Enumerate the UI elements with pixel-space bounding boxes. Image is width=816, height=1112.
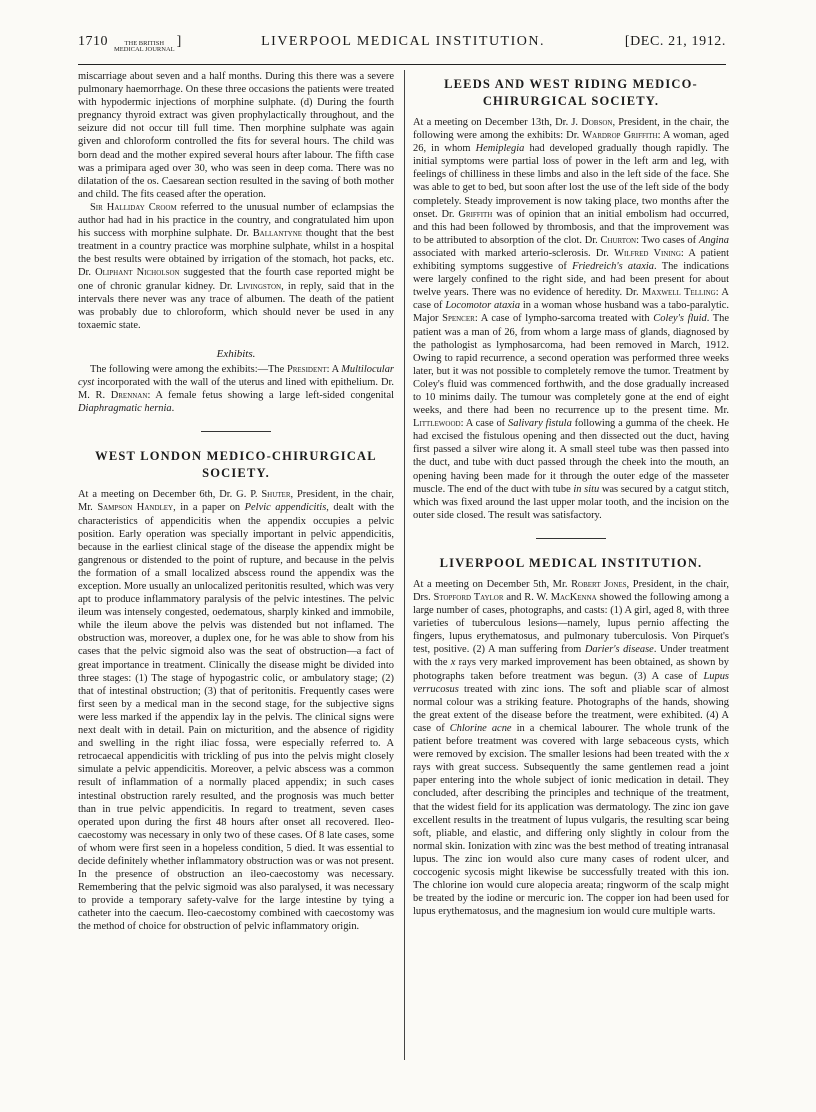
text-run: in a woman whose husband was a tabo-paralytic. Major <box>413 300 729 325</box>
text-run: suggested that the fourth case reported might be one of chronic granular kidney. Dr. <box>78 267 394 292</box>
text-run: , dealt with the characteristics of appendicitis when the appendix occupies a pelvic position. Early operation was specially important in pelvic appendicitis, because in the earliest clinical stage of the disease the appendix might be gangrenous or distended to the point of rupture, and because in the pelvis the formation of a small localized abscess round the appendix was the exception. More usually an unlocalized peritonitis resulted, which was very apt to produce inflammatory paralysis of the pelvic intestines. The pelvic ileum was intensely congested, oedematous, sharply kinked and immobile, while the ileum above the pelvis was distended but not inflamed. The obstruction was, moreover, a duplex one, for he was able to show from his cases that the pelvic sigmoid also was the seat of obstruction—a fact of great importance in treatment. Clinically the disease might be divided into three stages: (1) The stage of hypogastric colic, or ambulatory stage; (2) that of intestinal obstruction; (3) that of peritonitis. Frequently cases were first seen by a medical man in the second stage, for the subjective signs were less marked if the appendix lay in the pelvis. The clinical signs were next dealt with in detail. Pain on micturition, and the absence of rigidity and swelling in the right iliac fossa, were especially referred to. A retrocaecal appendicitis with trickling of pus into the pelvis might closely simulate a pelvic appendicitis. Moreover, a pelvic abscess was a common result of inflammation of a normally placed appendix; in such cases intestinal obstruction rarely resulted, and the prognosis was much better than in true pelvic appendicitis. In regard to treatment, seven cases operated upon during the first 48 hours after onset all recovered. Ileo-caecostomy was necessary in only two of these cases. Of 8 late cases, some of whom were first seen in a hopeless condition, 5 died. It was essential to decide definitely whether inflammatory obstruction was or was not present. In the presence of obstruction an ileo-caecostomy was necessary. Remembering that the pelvic sigmoid was also paralysed, it was necessary to provide a temporary safety-valve for the large intestine by tying a catheter into the caecum. Ileo-caecostomy combined with caecostomy was the method of choice for obstruction of pelvic inflammatory origin. <box>78 502 394 933</box>
section-heading-west-london: WEST LONDON MEDICO-CHIRURGICAL SOCIETY. <box>95 449 377 481</box>
italic-term: Angina <box>698 234 729 246</box>
text-run: . The patient was a man of 26, from whom a large mass of glands, diagnosed by the pathologist as lymphosarcoma, had been removed in March, 1912. Owing to rapid recurrence, a second operation was performed three weeks later, but it was not possible to completely remove the tumor. Treatment by Coley's fluid was commenced forthwith, and the dose gradually increased to 10 minims daily. The tumour was completely gone at the end of eight weeks, and there had been no recurrence up to the present time. Mr. <box>413 313 729 417</box>
text-run: was secured by a catgut stitch, which was fixed around the last upper molar tooth, and the incision on the outer side closed. The result was satisfactory. <box>413 483 729 521</box>
text-run: and <box>503 592 525 603</box>
text-run: : Two cases of <box>636 234 699 246</box>
text-run: referred to the unusual number of eclampsias the author had had in his practice in the country, and congratulated him upon his success with morphine sulphate. Dr. <box>78 201 394 240</box>
text-run: treated with zinc ions. The soft and pliable scar of almost normal colour was a striking feature. Photographs of the hands, showing the great extent of the disease before the treatment, were exhibited. (4) A case of <box>413 683 729 734</box>
italic-term: Friedreich's ataxia <box>572 261 654 273</box>
italic-term: Lupus verrucosus <box>413 670 729 695</box>
person-name: Ballantyne <box>252 228 303 240</box>
paragraph-pelvic-appendicitis <box>78 488 394 933</box>
text-run: thought that the best treatment in a country practice was morphine sulphate, whilst in a hospital the best results were obtained by irrigation of the stomach, hot packs, etc. Dr. <box>78 228 394 279</box>
left-column <box>78 70 394 1070</box>
page-number: 1710 <box>78 34 108 49</box>
text-run: had developed gradually though rapidly. The initial symptoms were partial loss of power in the left arm and leg, with feelings of chilliness in these limbs and also in the left side of the face. She was able to get to bed, but soon after lost the use of the left side of the body completely. Steady improvement is now taking place, two months after the onset. Dr. <box>413 143 729 220</box>
person-name: Maxwell Telling <box>641 287 716 299</box>
person-name: Oliphant Nicholson <box>95 267 180 279</box>
text-run: : A case of lympho-sarcoma treated with <box>474 313 654 325</box>
text-run: , President, in the chair, the following were among the exhibits: Dr. <box>413 117 729 142</box>
person-name: Churton <box>600 234 637 246</box>
person-name: Shuter <box>261 489 291 501</box>
journal-name-line2: MEDICAL JOURNAL <box>114 46 175 53</box>
italic-term: in situ <box>573 483 600 495</box>
section-heading-leeds: LEEDS AND WEST RIDING MEDICO-CHIRURGICAL SOCIETY. <box>444 77 698 108</box>
text-run: following a gumma of the cheek. He had excised the fistulous opening and then dissected out the duct, having first passed a silver wire along it. A small steel tube was then passed into the duct, and tube with duct passed through the cheek into the mouth, an opening having been made for it through the outer edge of the masseter muscle. The end of the duct with tube <box>413 418 729 495</box>
exhibits-heading: Exhibits. <box>216 347 256 360</box>
person-name: Griffith <box>458 208 493 220</box>
running-title: LIVERPOOL MEDICAL INSTITUTION. <box>261 34 545 49</box>
person-name: R. W. MacKenna <box>524 592 597 603</box>
text-run: : A female fetus showing a large left-sided congenital <box>147 390 394 402</box>
italic-term: Hemiplegia <box>475 143 525 155</box>
text-run: : A woman, aged 26, in whom <box>413 130 729 155</box>
text-run: showed the following among a large number of cases, photographs, and casts: (1) A girl, aged 8, with three varieties of tuberculous lesions—namely, lupus pernio affecting the fingers, lupus erythematosus, and pulmonary tuberculosis. Von Pirquet's test, positive. (2) A man suffering from <box>413 592 729 656</box>
italic-term: Pelvic appendicitis <box>244 502 327 514</box>
paragraph-opening: miscarriage about seven and a half months. During this there was a severe pulmonary haemorrhage. On these three occasions the patients were treated with hypodermic injections of morphine sulphate. (d) During the fourth pregnancy thyroid extract was given prophylactically throughout, and the seizure did not occur till full time. Then morphine sulphate was again given and chloroform controlled the fits for several hours. The child was born dead and the mother expired several hours after labour. The fifth case was a primipara aged over 30, who was seen in deep coma. There was no dilatation of the os. Caesarean section resulted in the saving of both mother and child. The fits ceased after the operation. <box>78 71 394 200</box>
paragraph-exhibits <box>78 363 394 415</box>
page-header <box>78 34 726 58</box>
paragraph-liverpool <box>413 578 729 918</box>
text-run: At a meeting on December 6th, Dr. G. P. <box>78 489 262 501</box>
text-run: : A patient exhibiting symptoms suggestive of <box>413 247 729 273</box>
text-run: : A <box>326 363 342 375</box>
person-name: Wardrop Griffith <box>582 130 658 142</box>
text-run: . The indications were largely confined to the right side, and had been present for about twelve years. There was no evidence of heredity. Dr. <box>413 261 729 299</box>
text-run: At a meeting on December 5th, Mr. <box>413 578 572 590</box>
text-run: : A case of <box>460 418 509 430</box>
person-name: Sampson Handley <box>97 502 174 514</box>
person-name: Livingston <box>236 280 282 292</box>
person-name: Wilfred Vining <box>614 247 681 259</box>
column-divider <box>404 70 405 1060</box>
italic-term: Salivary fistula <box>508 418 572 430</box>
journal-name-line1: THE BRITISH <box>124 40 165 47</box>
italic-term: Multilocular cyst <box>78 363 394 389</box>
text-run: , President, in the chair, Mr. <box>78 489 394 514</box>
italic-term: Coley's fluid <box>653 313 707 325</box>
person-name: Littlewood <box>413 418 461 430</box>
section-heading-liverpool: LIVERPOOL MEDICAL INSTITUTION. <box>439 555 703 570</box>
italic-term: Diaphragmatic hernia <box>78 403 172 415</box>
italic-term: x <box>724 749 729 761</box>
paragraph-discussion <box>78 201 394 332</box>
text-run: , in reply, said that in the intervals there never was any trace of albumen. The death of the patient was probably due to chloroform, which should never be used in any toxaemic state. <box>78 280 394 331</box>
right-column <box>413 70 729 1070</box>
journal-name <box>114 41 175 53</box>
text-run: rays with great success. Subsequently the same gentlemen read a joint paper entering into the whole subject of ionic medication in detail. They concluded, after describing the principles and technique of the treatment, that the widest field for its application was dermatology. The zinc ion gave excellent results in the treatment of lupus vulgaris, the resulting scar being soft, pliable, and elastic, and differing only slightly in colour from the normal skin. Ionization with zinc was the best method of treating intranasal lupus. The zinc ion would also cure many cases of rodent ulcer, and coccogenic sycosis might likewise be successfully treated with this ion. The chlorine ion would cure alopecia areata; ringworm of the scalp might be treated by the iodine or mercuric ion. The copper ion had been used for lupus erythematosus, and the magnesium ion would cure multiple warts. <box>413 762 729 918</box>
person-name: Dobson <box>581 117 613 128</box>
person-name: Robert Jones <box>571 578 627 590</box>
person-name: Drennan <box>110 390 148 402</box>
person-name: Spencer <box>442 313 475 325</box>
paragraph-leeds <box>413 116 729 522</box>
italic-term: x <box>450 657 456 669</box>
text-run: , in a paper on <box>173 502 245 514</box>
text-run: The following were among the exhibits:—The <box>90 363 287 375</box>
text-run: . Under treatment with the <box>413 644 729 669</box>
italic-term: Locomotor ataxia <box>445 300 521 312</box>
person-name: Stopford Taylor <box>433 592 504 603</box>
text-run: At a meeting on December 13th, Dr. J. <box>413 117 582 128</box>
text-run: associated with marked arterio-sclerosis. Dr. <box>413 247 615 259</box>
text-run: in a chemical labourer. The whole trunk of the patient before treatment was covered with large sebaceous cysts, which were removed by excision. The smaller lesions had been treated with the <box>413 722 729 761</box>
text-run: was of opinion that an initial embolism had occurred, and this had been followed by thrombosis, and that the improvement was to be attributed to absorption of the clot. Dr. <box>413 208 729 246</box>
text-run: . <box>171 403 175 415</box>
issue-date: [DEC. 21, 1912. <box>624 34 726 49</box>
text-run: : A case of <box>413 287 729 312</box>
italic-term: Chlorine acne <box>449 722 512 734</box>
text-run: , President, in the chair, Drs. <box>413 578 729 603</box>
header-bracket: ] <box>176 34 182 49</box>
italic-term: Darier's disease <box>584 644 654 656</box>
person-name: President <box>286 363 327 375</box>
header-rule <box>78 64 726 65</box>
text-run: incorporated with the wall of the uterus and lined with epithelium. Dr. M. R. <box>78 377 394 402</box>
person-name: Sir Halliday Croom <box>90 201 177 213</box>
text-run: rays very marked improvement has been obtained, as shown by photographs taken before treatment was begun. (3) A case of <box>413 657 729 682</box>
